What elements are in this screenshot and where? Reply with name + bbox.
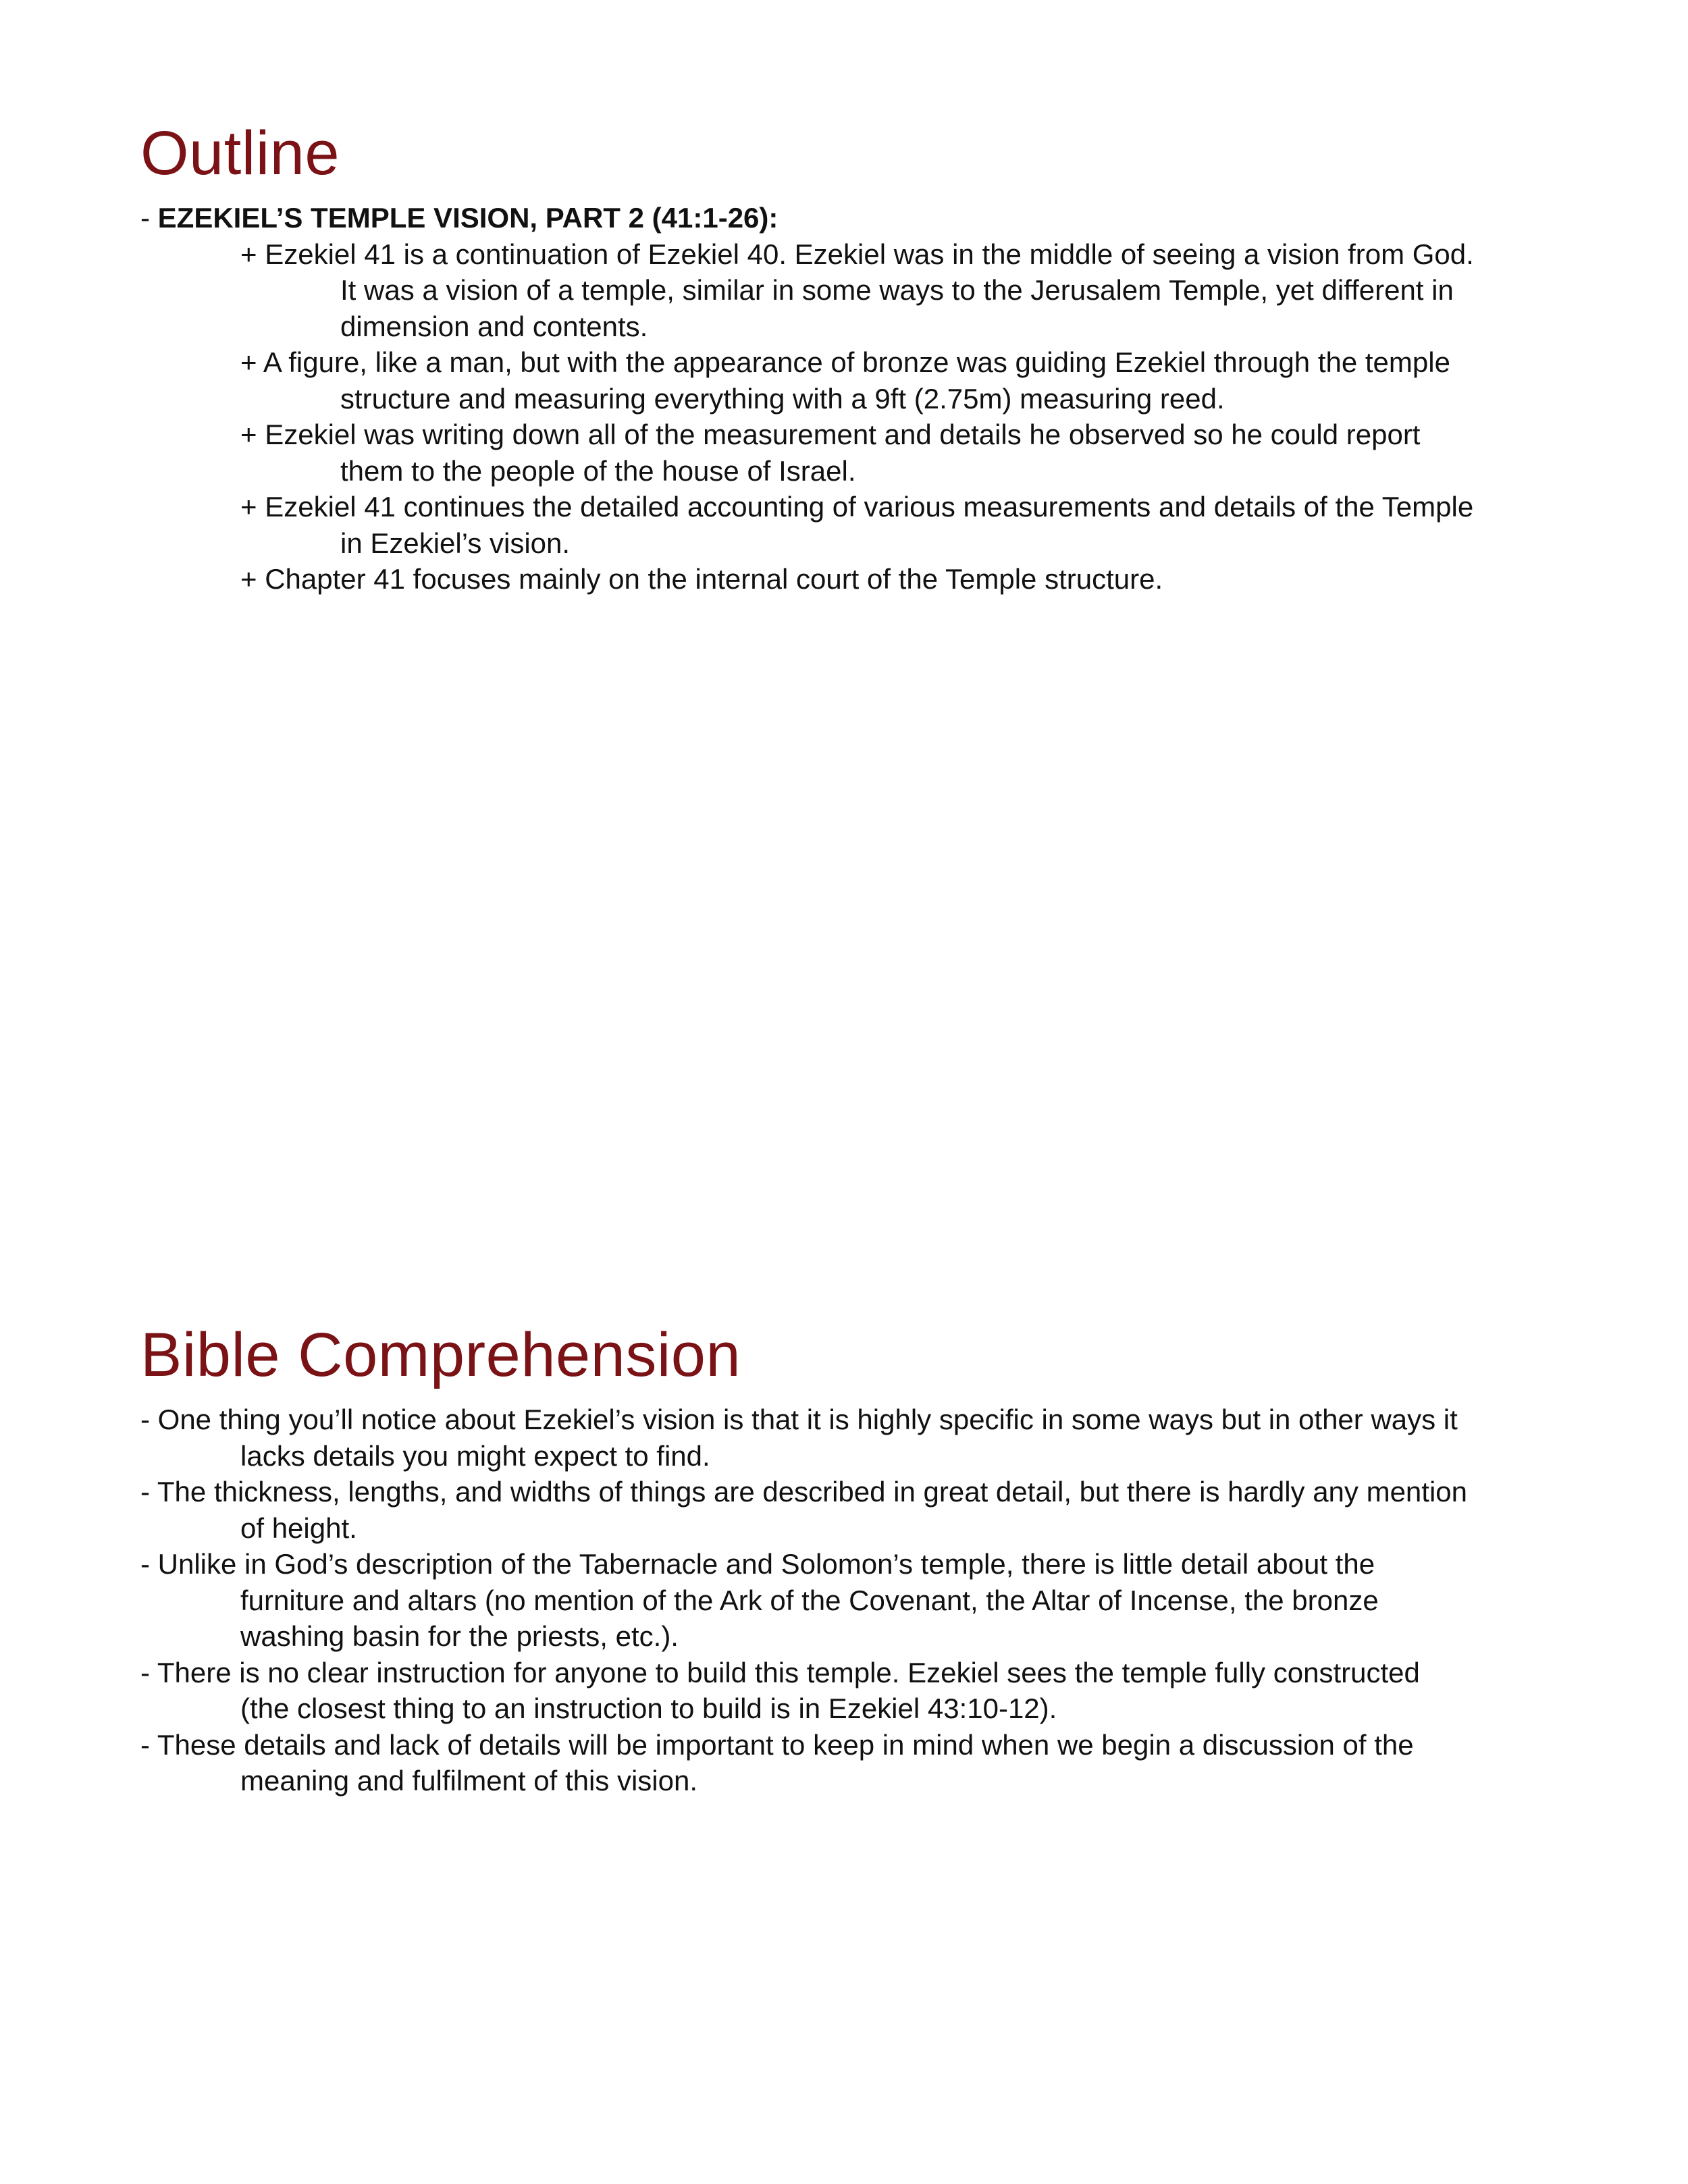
outline-item-line: + Chapter 41 focuses mainly on the internal court of the Temple structure. (240, 563, 1163, 595)
comprehension-item-line: meaning and fulfilment of this vision. (240, 1765, 698, 1796)
comprehension-item-line: - There is no clear instruction for anyone to build this temple. Ezekiel sees the temple fully constructed (140, 1656, 1420, 1688)
outline-heading-prefix: - (140, 202, 158, 234)
outline-item-line: + Ezekiel 41 is a continuation of Ezekiel 40. Ezekiel was in the middle of seeing a vision from God. (240, 238, 1474, 270)
outline-item (140, 489, 1558, 561)
comprehension-item-line: of height. (240, 1512, 357, 1544)
outline-item-line: dimension and contents. (340, 310, 648, 342)
comprehension-title: Bible Comprehension (140, 1321, 741, 1389)
comprehension-item-line: - These details and lack of details will be important to keep in mind when we begin a discussion of the (140, 1728, 1414, 1761)
outline-title: Outline (140, 119, 340, 188)
comprehension-item-line: - Unlike in God’s description of the Tabernacle and Solomon’s temple, there is little detail about the (140, 1548, 1375, 1580)
outline-item-line: + A figure, like a man, but with the appearance of bronze was guiding Ezekiel through the temple (240, 346, 1450, 378)
outline-item-line: It was a vision of a temple, similar in some ways to the Jerusalem Temple, yet different in (340, 274, 1454, 306)
comprehension-item (140, 1727, 1558, 1799)
comprehension-item (140, 1402, 1558, 1474)
comprehension-item-line: - The thickness, lengths, and widths of things are described in great detail, but there is hardly any mention (140, 1476, 1467, 1508)
comprehension-item (140, 1474, 1558, 1546)
comprehension-item-line: washing basin for the priests, etc.). (240, 1620, 679, 1652)
outline-section (140, 113, 1558, 597)
outline-item-line: in Ezekiel’s vision. (340, 527, 571, 559)
outline-item-line: structure and measuring everything with a 9ft (2.75m) measuring reed. (340, 382, 1225, 415)
outline-item-line: + Ezekiel 41 continues the detailed accounting of various measurements and details of the Temple (240, 491, 1474, 523)
comprehension-item-line: - One thing you’ll notice about Ezekiel’s vision is that it is highly specific in some ways but in other ways it (140, 1404, 1458, 1435)
outline-item-line: + Ezekiel was writing down all of the measurement and details he observed so he could report (240, 419, 1421, 450)
outline-item (140, 417, 1558, 489)
outline-item-line: them to the people of the house of Israel. (340, 454, 856, 487)
comprehension-item (140, 1655, 1558, 1727)
comprehension-section (140, 1315, 1558, 1799)
outline-item (140, 344, 1558, 417)
outline-heading (140, 200, 1558, 236)
comprehension-item-line: furniture and altars (no mention of the Ark of the Covenant, the Altar of Incense, the bronze (240, 1584, 1379, 1616)
comprehension-item (140, 1546, 1558, 1655)
outline-item (140, 561, 1558, 597)
comprehension-item-line: lacks details you might expect to find. (240, 1439, 710, 1472)
outline-heading-text: EZEKIEL’S TEMPLE VISION, PART 2 (41:1-26): (157, 202, 779, 234)
outline-item (140, 236, 1558, 345)
comprehension-item-line: (the closest thing to an instruction to build is in Ezekiel 43:10-12). (240, 1693, 1057, 1724)
